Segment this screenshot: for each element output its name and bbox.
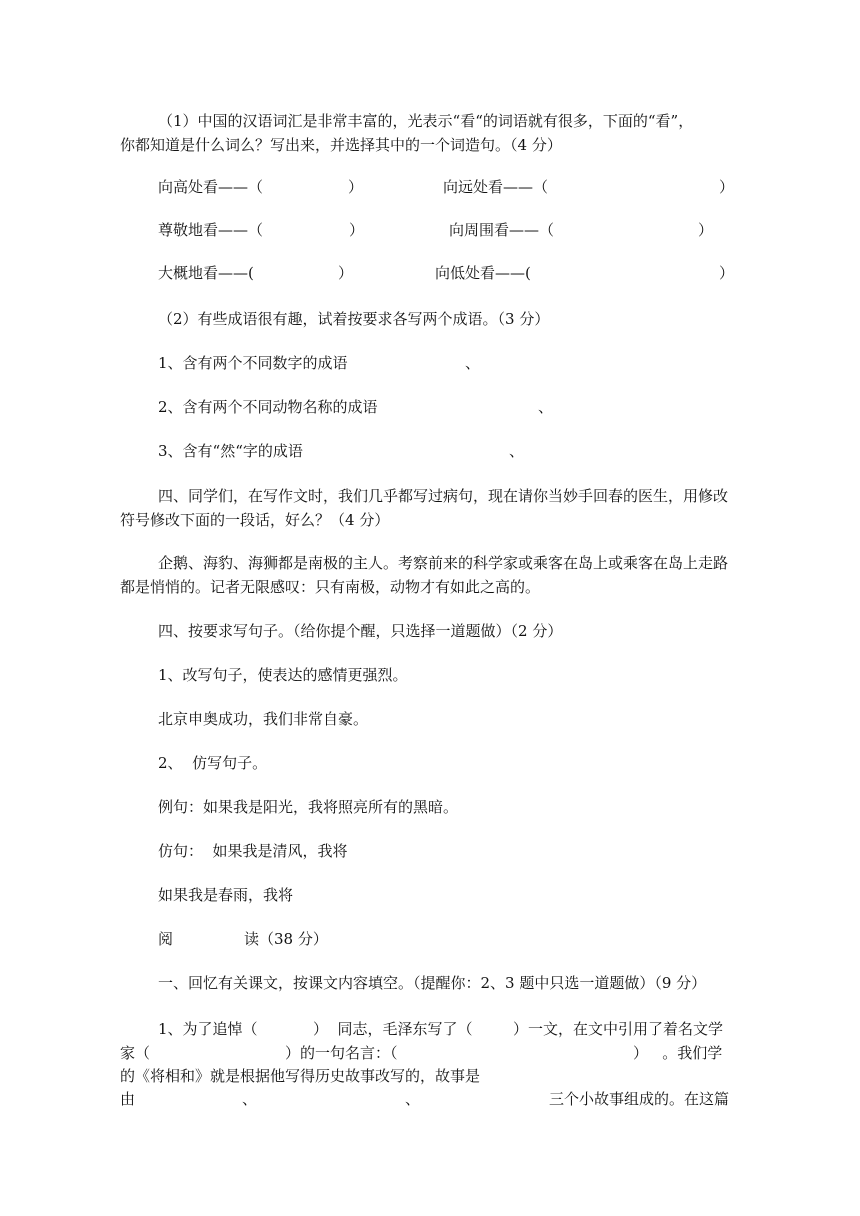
- reading-p1-a: 1、为了追悼（: [158, 1020, 258, 1038]
- reading-q1-title: 一、回忆有关课文，按课文内容填空。（提醒你：2、3 题中只选一道题做）（9 分）: [158, 974, 707, 992]
- reading-p3: 的《将相和》就是根据他写得历史故事改写的，故事是: [120, 1067, 481, 1085]
- sec4b-imitate-2: 如果我是春雨，我将: [158, 886, 294, 904]
- q1-row1-left-close: ）: [348, 178, 364, 196]
- reading-title-b: 读（38 分）: [244, 930, 328, 948]
- q1-row3-left-close: ）: [338, 264, 354, 282]
- reading-p1-b: ） 同志，毛泽东写了（: [313, 1020, 473, 1038]
- q1-row3-right: 向低处看——(: [435, 264, 531, 282]
- q2-item-1: 1、含有两个不同数字的成语: [158, 354, 348, 372]
- reading-p2-a: 家（: [120, 1044, 151, 1062]
- reading-p1-c: ）一文，在文中引用了着名文学: [513, 1020, 724, 1038]
- sec4b-sub-2: 2、 仿写句子。: [158, 754, 268, 772]
- q1-intro-line-2: 你都知道是什么词么？写出来，并选择其中的一个词造句。（4 分）: [120, 136, 562, 154]
- q1-row2-right: 向周围看——（: [449, 221, 555, 239]
- q1-row2-right-close: ）: [698, 221, 714, 239]
- reading-p4-c: 、: [405, 1090, 421, 1108]
- sec4a-line-2: 符号修改下面的一段话，好么？（4 分）: [120, 511, 390, 529]
- sec4a-paragraph-line-1: 企鹅、海豹、海狮都是南极的主人。考察前来的科学家或乘客在岛上或乘客在岛上走路: [158, 554, 729, 572]
- q2-item-3-separator: 、: [509, 442, 525, 460]
- q1-intro-line-1: （1）中国的汉语词汇是非常丰富的，光表示“看“的词语就有很多，下面的“看”，: [158, 112, 694, 130]
- q2-intro: （2）有些成语很有趣，试着按要求各写两个成语。（3 分）: [158, 310, 550, 328]
- q1-row1-right-close: ）: [719, 178, 735, 196]
- sec4b-title: 四、按要求写句子。（给你提个醒，只选择一道题做）（2 分）: [158, 622, 563, 640]
- reading-p4-b: 、: [242, 1090, 258, 1108]
- reading-p4-d: 三个小故事组成的。在这篇: [549, 1090, 730, 1108]
- sec4b-sub-1-text: 北京申奥成功，我们非常自豪。: [158, 710, 369, 728]
- sec4a-paragraph-line-2: 都是悄悄的。记者无限感叹：只有南极，动物才有如此之高的。: [120, 578, 541, 596]
- q1-row1-left: 向高处看——（: [158, 178, 264, 196]
- q1-row1-right: 向远处看——（: [443, 178, 549, 196]
- q2-item-1-separator: 、: [465, 354, 481, 372]
- sec4a-line-1: 四、同学们，在写作文时，我们几乎都写过病句，现在请你当妙手回春的医生，用修改: [158, 487, 729, 505]
- q2-item-2-separator: 、: [538, 398, 554, 416]
- sec4b-example: 例句：如果我是阳光，我将照亮所有的黑暗。: [158, 798, 459, 816]
- reading-title-a: 阅: [158, 930, 174, 948]
- reading-p2-b: ）的一句名言：（: [285, 1044, 398, 1062]
- reading-p2-c: ） 。我们学: [633, 1044, 723, 1062]
- q2-item-3: 3、含有“然“字的成语: [158, 442, 303, 460]
- q1-row2-left-close: ）: [349, 221, 365, 239]
- q2-item-2: 2、含有两个不同动物名称的成语: [158, 398, 378, 416]
- sec4b-imitate-1: 仿句： 如果我是清风，我将: [158, 842, 348, 860]
- q1-row3-right-close: ）: [719, 264, 735, 282]
- q1-row3-left: 大概地看——(: [158, 264, 254, 282]
- q1-row2-left: 尊敬地看——（: [158, 221, 264, 239]
- sec4b-sub-1: 1、改写句子，使表达的感情更强烈。: [158, 666, 408, 684]
- reading-p4-a: 由: [120, 1090, 136, 1108]
